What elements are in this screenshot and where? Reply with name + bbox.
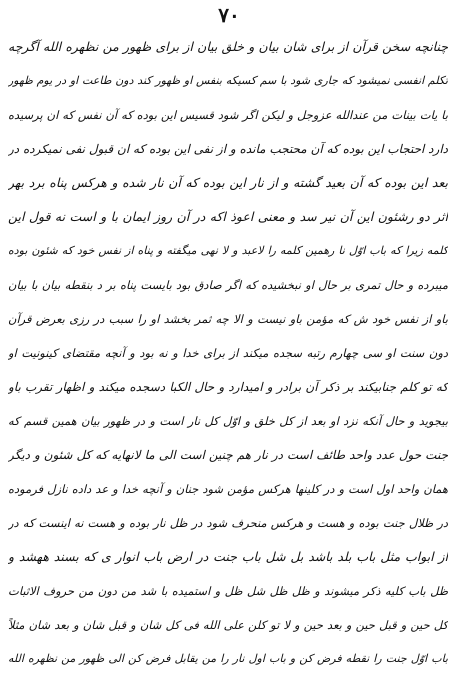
- manuscript-line: دون سنت او سی چهارم رتبه سجده میکند از برای خدا و نه بود و آنچه مقتضای کینونیت او: [8, 346, 448, 360]
- manuscript-line: باو از نفس خود ش که مؤمن باو نیست و الا چه ثمر بخشد او را سبب در رزی بعرض قرآن: [8, 312, 448, 326]
- manuscript-line: در ظلال جنت بوده و هست و هرکس منحرف شود در ظل نار بوده و هست نه اینست که در: [8, 516, 448, 530]
- manuscript-line: ظل باب کلیه ذکر میشوند و ظل ظل شل ظل و استمیده با شد من دون من حروف الاثبات: [8, 584, 448, 598]
- page-number: ۷۰: [218, 3, 240, 27]
- manuscript-line: اثر دو رشئون این آن نیر سد و معنی اعوذ اکه در آن روز ایمان با و است نه قول این: [8, 209, 448, 224]
- manuscript-line: از ابواب مثل باب بلد باشد بل شل باب جنت در ارض باب انوار ی که بسند ههشد و: [8, 549, 448, 564]
- manuscript-line: با یات بینات من عندالله عزوجل و لیکن اگر شود قسیس این بوده که آن نفس که ان پرسیده: [8, 108, 448, 122]
- manuscript-text-block: [8, 30, 448, 676]
- manuscript-line: باب اوّل جنت را نقطه فرض کن و باب اول نار را من یقابل فرض کن الی ظهور من نظهره الله: [8, 652, 448, 665]
- manuscript-line: کلمه زیرا که باب اوّل نا رهمین کلمه را لاعبد و لا نهی میگفته و پناه از نفس خود که شئون بوده: [8, 244, 448, 257]
- manuscript-line: بیجوید و حال آنکه نزد او بعد از کل خلق و اوّل کل نار است و در ظهور بیان همین قسم که: [8, 414, 448, 428]
- manuscript-line: دارد احتجاب این بوده که آن محتجب مانده و از نفی این بوده که ان قبول نفی نمیکرده در: [8, 142, 448, 156]
- manuscript-line: میبرده و حال تمری بر حال او نبخشیده که اگر صادق بود بایست پناه بر د بنقطه بیان با بیان: [8, 278, 448, 292]
- manuscript-line: چنانچه سخن قرآن از برای شان بیان و خلق بیان از برای ظهور من نظهره الله آگرچه: [8, 39, 448, 54]
- manuscript-line: تکلم انفسی نمیشود که جاری شود با سم کسیکه بنفس او ظهور کند دون طاعت او در یوم ظهور: [8, 74, 448, 87]
- manuscript-line: همان واحد اول است و در کلینها هرکس مؤمن شود جنان و آنچه خدا و عد داده نازل فرموده: [8, 482, 448, 496]
- manuscript-line: کل حین و قبل حین و بعد حین و لا تو کلن علی الله فی کل شان و قبل شان و بعد شان مثلاً: [8, 618, 448, 632]
- manuscript-line: جنت حول عدد واحد طائف است در نار هم چنین است الی ما لانهایه که کل شئون و دیگر: [8, 448, 448, 462]
- manuscript-line: بعد این بوده که آن بعید گشته و از نار این بوده که آن نار شده و هرکس پناه برد بهر: [8, 175, 448, 190]
- manuscript-line: که تو کلم جنابیکند بر ذکر آن برادر و امیدارد و حال الکبا دسجده میکند و اظهار تقرب باو: [8, 380, 448, 394]
